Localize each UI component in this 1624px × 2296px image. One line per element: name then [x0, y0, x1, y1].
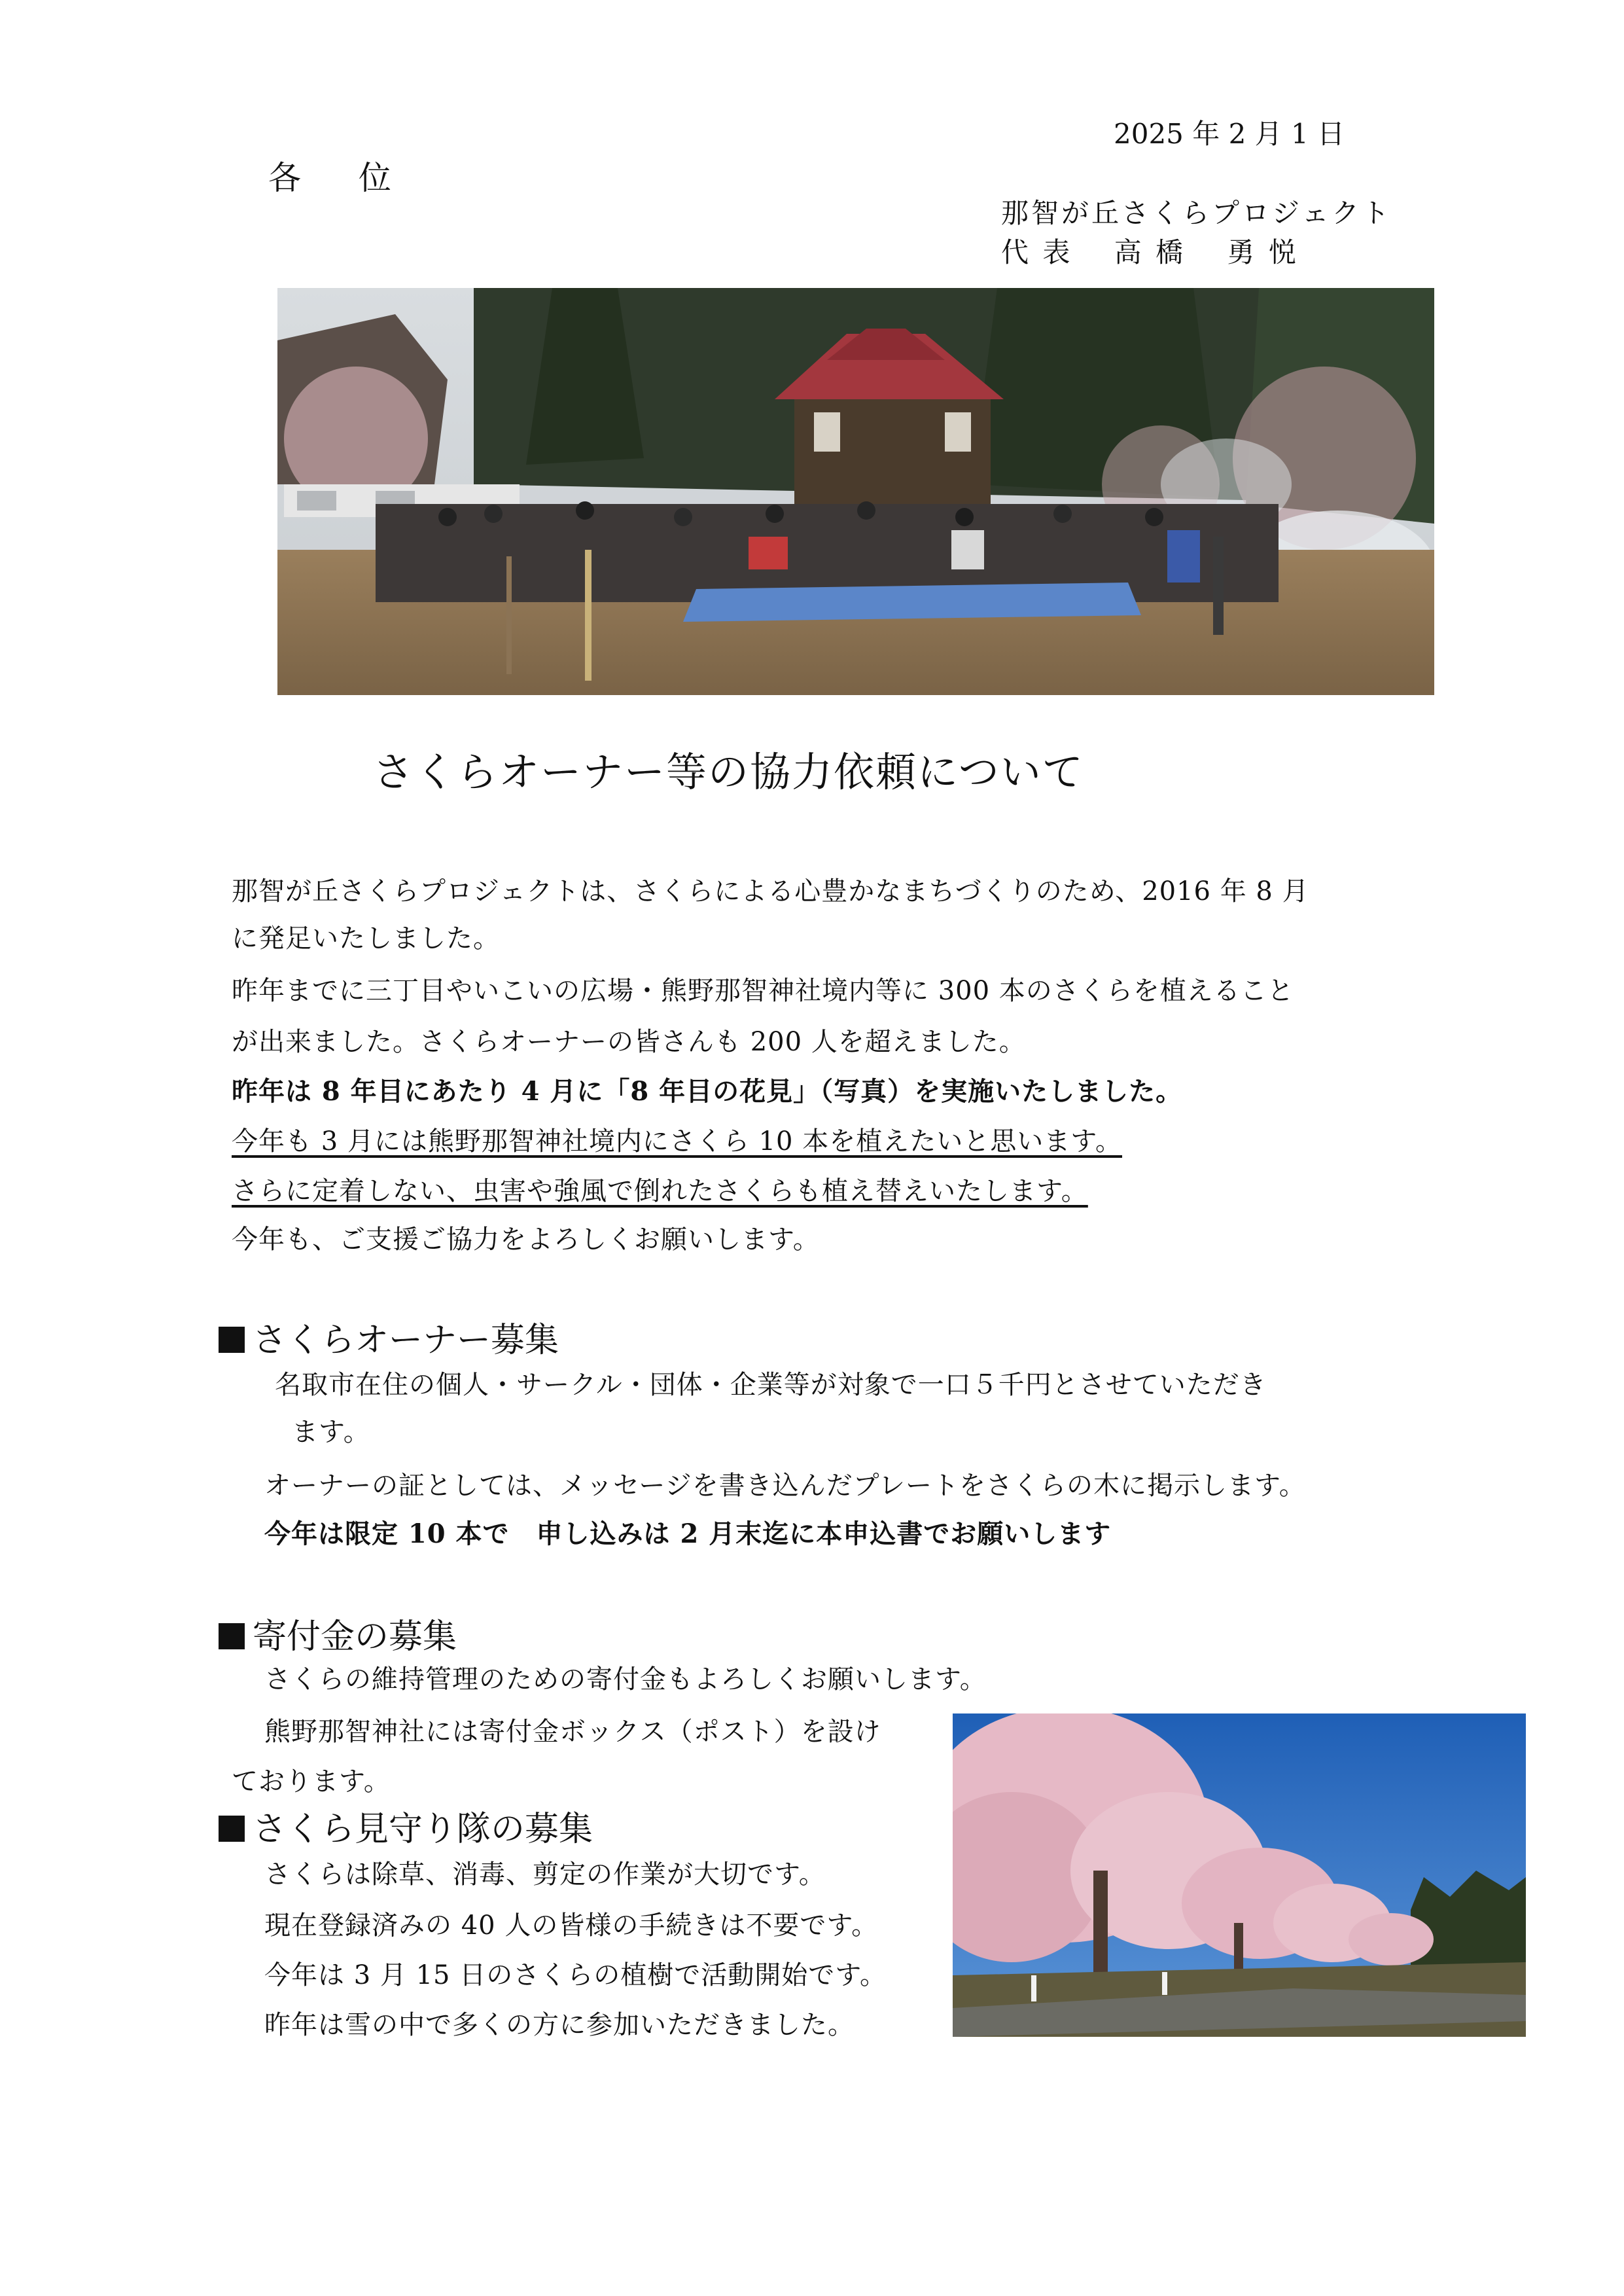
square-bullet-icon	[219, 1623, 245, 1649]
owner-line-4: 今年は限定 10 本で 申し込みは 2 月末迄に本申込書でお願いします	[264, 1518, 1112, 1549]
watch-line-3: 今年は 3 月 15 日のさくらの植樹で活動開始です。	[264, 1960, 887, 1990]
owner-heading: さくらオーナー募集	[219, 1312, 559, 1361]
intro-line-2: に発足いたしました。	[232, 924, 500, 954]
festival-photo	[277, 288, 1434, 695]
donation-heading: 寄付金の募集	[219, 1609, 457, 1658]
intro-line-6: 今年も 3 月には熊野那智神社境内にさくら 10 本を植えたいと思います。	[232, 1126, 1123, 1157]
sender-block	[1001, 194, 1392, 272]
square-bullet-icon	[219, 1816, 245, 1842]
cherry-blossom-photo	[953, 1713, 1526, 2037]
watch-line-2: 現在登録済みの 40 人の皆様の手続きは不要です。	[264, 1910, 879, 1941]
sender-representative: 代 表 高 橋 勇 悦	[1001, 236, 1299, 268]
date: 2025 年 2 月 1 日	[1114, 118, 1345, 150]
watch-heading: さくら見守り隊の募集	[219, 1801, 593, 1850]
addressee: 各 位	[268, 159, 415, 197]
intro-line-4: が出来ました。さくらオーナーの皆さんも 200 人を超えました。	[232, 1027, 1026, 1057]
intro-line-5: 昨年は 8 年目にあたり 4 月に「8 年目の花見」（写真）を実施いたしました。	[232, 1076, 1183, 1107]
donation-line-2: 熊野那智神社には寄付金ボックス（ポスト）を設け	[264, 1717, 881, 1747]
intro-line-1: 那智が丘さくらプロジェクトは、さくらによる心豊かなまちづくりのため、2016 年 8 月	[232, 876, 1309, 906]
intro-line-7: さらに定着しない、虫害や強風で倒れたさくらも植え替えいたします。	[232, 1176, 1088, 1206]
owner-line-1: 名取市在住の個人・サークル・団体・企業等が対象で一口５千円とさせていただき	[275, 1370, 1267, 1400]
square-bullet-icon	[219, 1327, 245, 1353]
donation-line-1: さくらの維持管理のための寄付金もよろしくお願いします。	[264, 1664, 987, 1695]
sender-organization: 那智が丘さくらプロジェクト	[1001, 197, 1392, 229]
intro-line-8: 今年も、ご支援ご協力をよろしくお願いします。	[232, 1225, 820, 1255]
intro-line-3: 昨年までに三丁目やいこいの広場・熊野那智神社境内等に 300 本のさくらを植えること	[232, 976, 1294, 1006]
watch-line-1: さくらは除草、消毒、剪定の作業が大切です。	[264, 1859, 826, 1890]
watch-line-4: 昨年は雪の中で多くの方に参加いただきました。	[264, 2010, 855, 2040]
owner-line-3: オーナーの証としては、メッセージを書き込んだプレートをさくらの木に掲示します。	[264, 1471, 1306, 1501]
owner-line-2: ます。	[292, 1417, 370, 1447]
donation-line-3: ております。	[232, 1767, 391, 1797]
document-title: さくらオーナー等の協力依頼について	[373, 748, 1084, 796]
